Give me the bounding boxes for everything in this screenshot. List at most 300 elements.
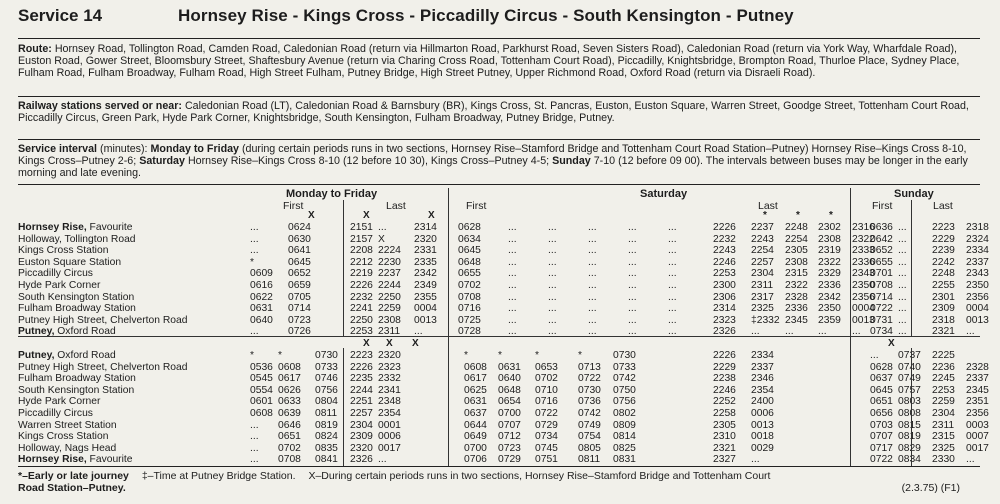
- time-cell: ...: [508, 280, 517, 291]
- column-divider: [911, 348, 912, 466]
- time-cell: ...: [588, 268, 597, 280]
- time-cell: 2239: [932, 245, 955, 257]
- time-cell: ...: [548, 256, 557, 268]
- time-cell: 0639: [278, 408, 301, 419]
- time-cell: ...: [898, 326, 907, 338]
- time-cell: 2316: [852, 222, 875, 233]
- footnote-x: X–During certain periods runs in two sections, Hornsey Rise–Stamford Bridge and Tottenham Court: [308, 470, 771, 482]
- time-cell: 0609: [250, 268, 273, 280]
- time-cell: 2337: [966, 256, 989, 268]
- interval-mf-text: (during certain periods runs in two sections, Hornsey Rise–Stamford Bridge and Tottenham Court Road Station–Putney) Hornsey Rise–Kings Cross 8-10, Kings Cross–Putney 2-6;: [18, 143, 967, 167]
- time-cell: 2331: [414, 245, 437, 257]
- time-cell: ...: [548, 291, 557, 303]
- time-cell: ...: [628, 314, 637, 326]
- time-cell: 2254: [751, 245, 774, 257]
- time-cell: 0734: [535, 431, 558, 443]
- station-name-primary: Fulham Broadway Station: [18, 303, 136, 315]
- time-cell: 0017: [966, 442, 989, 454]
- time-cell: 0824: [315, 431, 338, 443]
- time-cell: 0754: [578, 431, 601, 443]
- time-cell: ...: [668, 256, 677, 268]
- time-cell: ...: [628, 222, 637, 233]
- time-cell: 0013: [414, 314, 437, 326]
- time-cell: 0006: [751, 408, 774, 419]
- time-cell: 2246: [713, 384, 736, 396]
- time-cell: 0814: [613, 431, 636, 443]
- column-divider: [448, 188, 449, 466]
- time-cell: 0825: [613, 442, 636, 454]
- time-cell: 2336: [785, 303, 808, 315]
- time-cell: 0645: [288, 256, 311, 268]
- service-interval: [18, 143, 978, 179]
- time-cell: 2208: [350, 245, 373, 257]
- station-name: [18, 443, 116, 454]
- divider: [18, 466, 980, 467]
- time-cell: 0622: [250, 291, 273, 303]
- time-cell: 0701: [870, 268, 893, 280]
- time-cell: 2259: [932, 396, 955, 408]
- time-cell: ...: [898, 256, 907, 268]
- time-cell: 0628: [458, 222, 481, 233]
- station-name-primary: Hornsey Rise,: [18, 454, 87, 466]
- time-cell: 2337: [966, 373, 989, 385]
- station-name: [18, 396, 100, 407]
- time-cell: 0723: [288, 314, 311, 326]
- time-cell: 2259: [378, 303, 401, 315]
- time-cell: 2257: [751, 256, 774, 268]
- time-cell: ...: [588, 291, 597, 303]
- time-cell: *: [250, 350, 255, 361]
- time-cell: 2343: [966, 268, 989, 280]
- stations-text: Caledonian Road (LT), Caledonian Road & Barnsbury (BR), Kings Cross, St. Pancras, Euston, Euston Square, Warren Street, Goodge Street, Tottenham Court Road, Piccadilly Circus, Green Park, Hyde Park Corner, Knightsbridge, South Kensington, Fulham Broadway, Putney Bridge, Putney.: [18, 100, 969, 124]
- time-cell: 2308: [785, 256, 808, 268]
- time-cell: 0634: [458, 233, 481, 245]
- time-cell: ...: [668, 303, 677, 315]
- station-name: [18, 257, 121, 268]
- time-cell: 2309: [350, 431, 373, 443]
- time-cell: 2337: [751, 361, 774, 373]
- time-cell: 2232: [350, 291, 373, 303]
- time-cell: 0835: [315, 442, 338, 454]
- station-name-primary: Hornsey Rise,: [18, 222, 87, 233]
- time-cell: 2324: [966, 233, 989, 245]
- time-cell: ...: [508, 268, 517, 280]
- star-mark: *: [796, 210, 800, 221]
- time-cell: ...: [628, 233, 637, 245]
- time-cell: *: [498, 350, 503, 361]
- station-name-detail: Oxford Road: [54, 350, 116, 361]
- heading-monday-friday: Monday to Friday: [286, 188, 378, 200]
- station-name: [18, 362, 187, 373]
- time-cell: 2326: [350, 454, 373, 466]
- time-cell: 2350: [852, 280, 875, 291]
- time-cell: 0722: [870, 303, 893, 315]
- station-name-detail: Favourite: [86, 222, 133, 233]
- time-cell: 2355: [414, 291, 437, 303]
- station-name-detail: Chelverton Road: [107, 314, 188, 326]
- time-cell: 0746: [315, 373, 338, 385]
- time-cell: 2308: [378, 314, 401, 326]
- time-cell: 0717: [870, 442, 893, 454]
- time-cell: 0731: [870, 314, 893, 326]
- time-cell: ...: [588, 280, 597, 291]
- time-cell: 2359: [818, 314, 841, 326]
- time-cell: 0631: [498, 361, 521, 373]
- star-mark: *: [829, 210, 833, 221]
- time-cell: 0625: [464, 384, 487, 396]
- time-cell: 2253: [350, 326, 373, 338]
- time-cell: ...: [668, 222, 677, 233]
- time-cell: ...: [588, 222, 597, 233]
- time-cell: 2345: [966, 384, 989, 396]
- time-cell: 2219: [350, 268, 373, 280]
- time-cell: 0545: [250, 373, 273, 385]
- footnote-star-continued: Road Station–Putney.: [18, 482, 126, 494]
- divider: [18, 96, 980, 97]
- time-cell: ...: [548, 280, 557, 291]
- station-name-detail: Chelverton Road: [107, 361, 188, 373]
- time-cell: 0730: [315, 350, 338, 361]
- time-cell: ...: [250, 245, 259, 257]
- station-name-primary: South Kensington Station: [18, 384, 135, 396]
- station-name-primary: Putney High Street,: [18, 314, 108, 326]
- x-mark: X: [386, 338, 393, 349]
- time-cell: 0728: [458, 326, 481, 338]
- time-cell: 0700: [464, 442, 487, 454]
- time-cell: 2250: [350, 314, 373, 326]
- time-cell: 2322: [785, 280, 808, 291]
- station-name: [18, 385, 134, 396]
- time-cell: 0829: [898, 442, 921, 454]
- time-cell: 2348: [378, 396, 401, 408]
- time-cell: 0640: [250, 314, 273, 326]
- time-cell: ...: [818, 326, 827, 338]
- time-cell: 0811: [315, 408, 338, 419]
- time-cell: 0742: [613, 373, 636, 385]
- station-name: [18, 373, 136, 384]
- time-cell: 0651: [870, 396, 893, 408]
- time-cell: ...: [250, 222, 259, 233]
- time-cell: 2255: [932, 280, 955, 291]
- station-name: [18, 350, 116, 361]
- time-cell: 0017: [378, 442, 401, 454]
- time-cell: 2311: [751, 280, 774, 291]
- time-cell: 2336: [852, 256, 875, 268]
- time-cell: ...: [250, 431, 259, 443]
- time-cell: 2356: [966, 291, 989, 303]
- time-cell: ...: [628, 291, 637, 303]
- station-name-primary: Putney High Street,: [18, 361, 108, 373]
- time-cell: 0648: [458, 256, 481, 268]
- time-cell: 0001: [378, 419, 401, 431]
- station-name: [18, 280, 100, 291]
- time-cell: 2356: [966, 408, 989, 419]
- time-cell: ...: [668, 245, 677, 257]
- station-name-primary: South Kensington Station: [18, 291, 135, 303]
- station-name-primary: Piccadilly Circus: [18, 408, 93, 419]
- time-cell: 0722: [535, 408, 558, 419]
- time-cell: 2229: [932, 233, 955, 245]
- time-cell: *: [578, 350, 583, 361]
- time-cell: 0655: [870, 256, 893, 268]
- time-cell: 0757: [898, 384, 921, 396]
- time-cell: 2318: [966, 222, 989, 233]
- time-cell: 2330: [932, 454, 955, 466]
- route-title: Hornsey Rise - Kings Cross - Piccadilly Circus - South Kensington - Putney: [178, 6, 794, 25]
- time-cell: ...: [898, 303, 907, 315]
- time-cell: ...: [668, 268, 677, 280]
- time-cell: 2226: [713, 222, 736, 233]
- divider: [18, 184, 980, 185]
- time-cell: 2322: [818, 256, 841, 268]
- time-cell: 0742: [578, 408, 601, 419]
- time-cell: 2323: [378, 361, 401, 373]
- service-number: Service 14: [18, 6, 103, 25]
- page-header: [18, 6, 983, 30]
- station-name-primary: Fulham Broadway Station: [18, 373, 136, 385]
- time-cell: 2346: [751, 373, 774, 385]
- station-name-primary: Putney,: [18, 326, 55, 338]
- time-cell: ...: [628, 245, 637, 257]
- time-cell: 2226: [350, 280, 373, 291]
- heading-sunday: Sunday: [894, 188, 934, 200]
- time-cell: 2345: [785, 314, 808, 326]
- sun-first-label: First: [872, 200, 893, 212]
- time-cell: 2244: [378, 280, 401, 291]
- time-cell: ...: [548, 233, 557, 245]
- time-cell: 2334: [751, 350, 774, 361]
- time-cell: 0737: [898, 350, 921, 361]
- time-cell: ...: [588, 303, 597, 315]
- time-cell: ...: [898, 233, 907, 245]
- time-cell: 2302: [818, 222, 841, 233]
- station-name-primary: Kings Cross Station: [18, 245, 109, 257]
- time-cell: 0626: [278, 384, 301, 396]
- time-cell: 2254: [785, 233, 808, 245]
- time-cell: 2322: [852, 233, 875, 245]
- time-cell: 2306: [713, 291, 736, 303]
- time-cell: ...: [785, 326, 794, 338]
- time-cell: 2235: [350, 373, 373, 385]
- time-cell: ...: [508, 233, 517, 245]
- time-cell: 0745: [535, 442, 558, 454]
- time-cell: 2356: [852, 291, 875, 303]
- time-cell: 0018: [751, 431, 774, 443]
- time-cell: 0648: [498, 384, 521, 396]
- station-name-primary: Euston Square Station: [18, 256, 122, 268]
- time-cell: ...: [508, 291, 517, 303]
- time-cell: X: [378, 233, 385, 245]
- station-name: [18, 420, 117, 431]
- time-cell: 2237: [751, 222, 774, 233]
- time-cell: 0712: [498, 431, 521, 443]
- time-cell: 0713: [578, 361, 601, 373]
- time-cell: 2335: [414, 256, 437, 268]
- time-cell: 2251: [350, 396, 373, 408]
- time-cell: 0802: [613, 408, 636, 419]
- time-cell: ...: [250, 419, 259, 431]
- time-cell: 0006: [378, 431, 401, 443]
- time-cell: ...: [588, 326, 597, 338]
- time-cell: 0700: [498, 408, 521, 419]
- time-cell: ...: [668, 233, 677, 245]
- time-cell: 2226: [350, 361, 373, 373]
- time-cell: 0702: [535, 373, 558, 385]
- time-cell: 2320: [350, 442, 373, 454]
- time-cell: 0608: [250, 408, 273, 419]
- time-cell: 2328: [785, 291, 808, 303]
- time-cell: 2248: [785, 222, 808, 233]
- station-name-primary: Warren Street Station: [18, 419, 117, 431]
- time-cell: ...: [548, 222, 557, 233]
- route-label: Route:: [18, 43, 52, 55]
- time-cell: 2244: [350, 384, 373, 396]
- column-divider: [343, 348, 344, 466]
- time-cell: 0617: [464, 373, 487, 385]
- time-cell: 0637: [464, 408, 487, 419]
- time-cell: 2151: [350, 222, 373, 233]
- x-mark: X: [308, 210, 315, 221]
- time-cell: ...: [508, 245, 517, 257]
- time-cell: 2317: [751, 291, 774, 303]
- time-cell: ...: [548, 268, 557, 280]
- time-cell: ...: [751, 454, 760, 466]
- time-cell: 0749: [898, 373, 921, 385]
- station-name: [18, 268, 93, 279]
- time-cell: ...: [250, 442, 259, 454]
- time-cell: 0734: [870, 326, 893, 338]
- time-cell: 0803: [898, 396, 921, 408]
- divider: [18, 38, 980, 39]
- x-mark: X: [363, 210, 370, 221]
- time-cell: 0645: [458, 245, 481, 257]
- interval-unit: (minutes):: [100, 143, 148, 155]
- time-cell: 0730: [578, 384, 601, 396]
- time-cell: 2349: [414, 280, 437, 291]
- station-name: [18, 315, 187, 326]
- time-cell: 2314: [713, 303, 736, 315]
- time-cell: 0013: [751, 419, 774, 431]
- time-cell: 2304: [350, 419, 373, 431]
- time-cell: 2315: [932, 431, 955, 443]
- time-cell: ...: [508, 314, 517, 326]
- time-cell: ...: [548, 314, 557, 326]
- time-cell: 0004: [414, 303, 437, 315]
- time-cell: 0722: [870, 454, 893, 466]
- heading-saturday: Saturday: [640, 188, 688, 200]
- time-cell: 0750: [613, 384, 636, 396]
- time-cell: 0004: [852, 303, 875, 315]
- time-cell: 2257: [350, 408, 373, 419]
- station-name-primary: Piccadilly Circus: [18, 268, 93, 280]
- stations-label: Railway stations served or near:: [18, 100, 182, 112]
- time-cell: 2341: [378, 384, 401, 396]
- time-cell: 2243: [713, 245, 736, 257]
- interval-sun-label: Sunday: [552, 155, 591, 167]
- time-cell: 0749: [578, 419, 601, 431]
- time-cell: 0804: [315, 396, 338, 408]
- interval-mf-label: Monday to Friday: [150, 143, 239, 155]
- time-cell: 0730: [613, 350, 636, 361]
- time-cell: 2224: [378, 245, 401, 257]
- time-cell: ...: [508, 326, 517, 338]
- time-cell: ...: [250, 233, 259, 245]
- time-cell: 2310: [713, 431, 736, 443]
- time-cell: 2248: [932, 268, 955, 280]
- interval-sat-text: Hornsey Rise–Kings Cross 8-10 (12 before 10 30), Kings Cross–Putney 4-5;: [187, 155, 550, 167]
- time-cell: 0655: [458, 268, 481, 280]
- time-cell: ...: [588, 233, 597, 245]
- time-cell: 2258: [713, 408, 736, 419]
- time-cell: 2311: [932, 419, 955, 431]
- time-cell: 0819: [898, 431, 921, 443]
- time-cell: ...: [898, 245, 907, 257]
- time-cell: 0708: [278, 454, 301, 466]
- station-name-primary: Hyde Park Corner: [18, 280, 101, 291]
- footnote-star: *–Early or late journey: [18, 470, 129, 482]
- time-cell: 0710: [535, 384, 558, 396]
- time-cell: 0628: [870, 361, 893, 373]
- time-cell: 0705: [288, 291, 311, 303]
- time-cell: ...: [628, 256, 637, 268]
- time-cell: ...: [852, 326, 861, 338]
- time-cell: 0651: [278, 431, 301, 443]
- time-cell: 2350: [818, 303, 841, 315]
- time-cell: 2304: [751, 268, 774, 280]
- time-cell: 0703: [870, 419, 893, 431]
- x-mark: X: [363, 338, 370, 349]
- time-cell: 2342: [414, 268, 437, 280]
- time-cell: 0649: [464, 431, 487, 443]
- route-description: [18, 43, 978, 79]
- time-cell: 0656: [870, 408, 893, 419]
- station-name: [18, 303, 136, 314]
- time-cell: 2350: [966, 280, 989, 291]
- time-cell: 0707: [870, 431, 893, 443]
- time-cell: 0653: [535, 361, 558, 373]
- time-cell: 0834: [898, 454, 921, 466]
- time-cell: 0631: [464, 396, 487, 408]
- column-divider: [850, 188, 851, 466]
- time-cell: ...: [588, 314, 597, 326]
- time-cell: 0654: [498, 396, 521, 408]
- station-name: [18, 222, 132, 233]
- station-name: [18, 454, 132, 465]
- time-cell: *: [250, 256, 255, 268]
- time-cell: 2226: [713, 350, 736, 361]
- time-cell: 0722: [578, 373, 601, 385]
- time-cell: 2305: [713, 419, 736, 431]
- interval-sun-text: 7-10 (12 before 09 00). The intervals between buses may be longer in the early morning and late evening.: [18, 155, 968, 179]
- time-cell: 2225: [932, 350, 955, 361]
- time-cell: 0013: [852, 314, 875, 326]
- time-cell: 0815: [898, 419, 921, 431]
- time-cell: ...: [668, 291, 677, 303]
- time-cell: ...: [588, 245, 597, 257]
- station-name-detail: Tollington Road: [61, 233, 136, 245]
- column-divider: [343, 200, 344, 336]
- station-name-primary: Hyde Park Corner: [18, 396, 101, 408]
- time-cell: 0641: [288, 245, 311, 257]
- mf-last-label: Last: [386, 200, 406, 212]
- station-name-primary: Putney,: [18, 350, 55, 361]
- time-cell: ...: [966, 454, 975, 466]
- time-cell: 0631: [250, 303, 273, 315]
- time-cell: 0652: [288, 268, 311, 280]
- time-cell: 2354: [378, 408, 401, 419]
- time-cell: 0554: [250, 384, 273, 396]
- time-cell: ...: [668, 314, 677, 326]
